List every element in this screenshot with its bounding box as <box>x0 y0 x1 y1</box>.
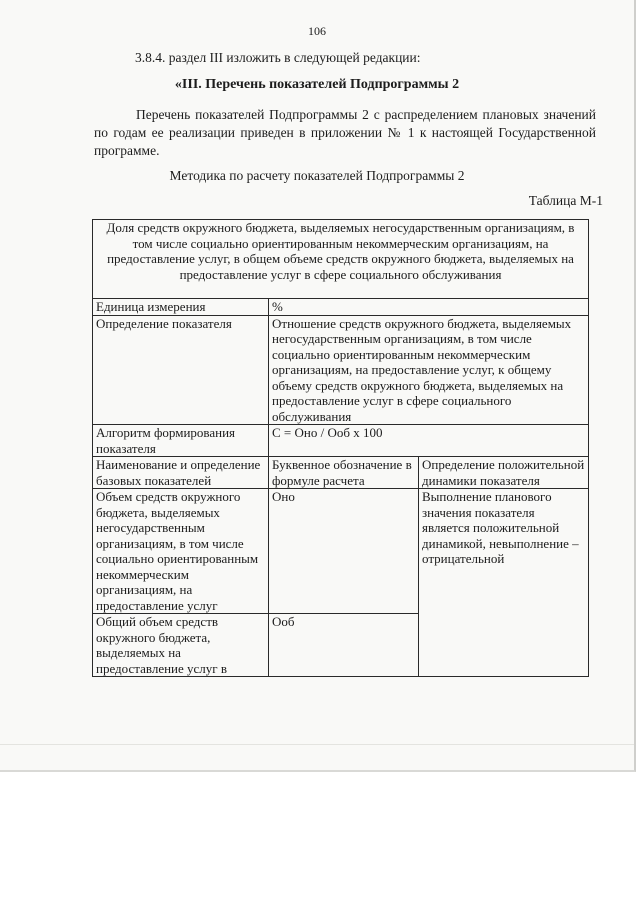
amendment-instruction: 3.8.4. раздел III изложить в следующей редакции: <box>135 50 421 65</box>
column-header-name: Наименование и определение базовых показателей <box>93 457 269 489</box>
table-row <box>93 220 589 299</box>
methodology-title: Методика по расчету показателей Подпрограммы 2 <box>169 168 465 183</box>
scan-shadow-line <box>0 744 634 745</box>
table-row <box>93 315 589 425</box>
table-row <box>93 457 589 489</box>
dynamics-definition: Выполнение планового значения показателя является положительной динамикой, невыполнение – отрицательной <box>419 489 589 677</box>
definition-label: Определение показателя <box>93 315 269 425</box>
unit-value: % <box>269 299 589 316</box>
table-row <box>93 489 589 614</box>
base-indicator-symbol: Оно <box>269 489 419 614</box>
table-row <box>93 425 589 457</box>
algorithm-formula: С = Оно / Ооб х 100 <box>269 425 589 457</box>
indicator-name-cell: Доля средств окружного бюджета, выделяемых негосударственным организациям, в том числе социально ориентированным некоммерческим организациям, на предоставление услуг, в общем объеме средств окружного бюджета, выделяемых на предоставление услуг в сфере социального обслуживания <box>93 220 589 299</box>
section-title: «III. Перечень показателей Подпрограммы 2 <box>174 77 460 92</box>
indicator-table <box>92 219 589 677</box>
base-indicator-symbol: Ооб <box>269 614 419 677</box>
base-indicator-name: Объем средств окружного бюджета, выделяемых негосударственным организациям, в том числе социально ориентированным некоммерческим организациям, на предоставление услуг <box>93 489 269 614</box>
column-header-dynamics: Определение положительной динамики показателя <box>419 457 589 489</box>
column-header-symbol: Буквенное обозначение в формуле расчета <box>269 457 419 489</box>
unit-label: Единица измерения <box>93 299 269 316</box>
table-row <box>93 299 589 316</box>
table-label: Таблица М-1 <box>528 193 603 208</box>
page-number: 106 <box>308 24 326 38</box>
algorithm-label: Алгоритм формирования показателя <box>93 425 269 457</box>
base-indicator-name: Общий объем средств окружного бюджета, выделяемых на предоставление услуг в <box>93 614 269 677</box>
intro-paragraph: Перечень показателей Подпрограммы 2 с распределением плановых значений по годам ее реализации приведен в приложении № 1 к настоящей Государственной программе. <box>94 107 596 158</box>
definition-value: Отношение средств окружного бюджета, выделяемых негосударственным организациям, в том числе социально ориентированным некоммерческим организациям, на предоставление услуг, к общему объему средств окружного бюджета, выделяемых на предоставление услуг в сфере социального обслуживания <box>269 315 589 425</box>
